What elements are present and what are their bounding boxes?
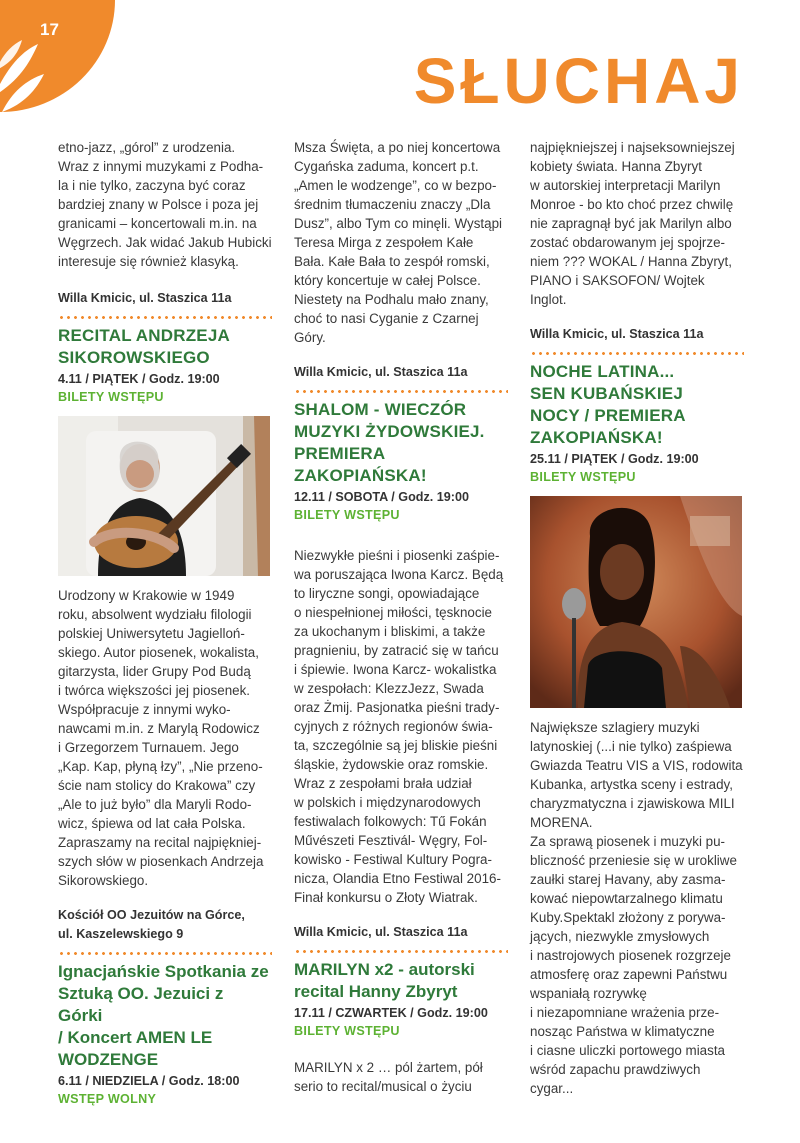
intro-text: najpiękniejszej i najseksowniejszej kobiety świata. Hanna Zbyryt w autorskiej interpretacji Marilyn Monroe - bo kto choć przez chwilę nie zapragnął być jak Marilyn albo zostać obdarowanym jej spojrze- niem ??? WOKAL / Hanna Zbyryt, PIANO i SAKSOFON/ Wojtek Inglot. [530,140,735,307]
tickets-label[interactable]: BILETY WSTĘPU [294,508,400,522]
event-date: 25.11 / PIĄTEK / Godz. 19:00 [530,452,699,466]
event-venue: Willa Kmicic, ul. Staszica 11a [294,925,468,939]
event-date: 4.11 / PIĄTEK / Godz. 19:00 [58,372,220,386]
event-description: Urodzony w Krakowie w 1949 roku, absolwent wydziału filologii polskiej Uniwersytetu Jagielloń- skiego. Autor piosenek, wokalista, gitarzysta, lider Grupy Pod Budą i twórca większości jej piosenek. Współpracuje z innymi wyko- nawcami m.in. z Marylą Rodowicz i Grzegorzem Turnauem. Jego „Kap. Kap, płyną łzy”, „Nie przeno- ście nam stolicy do Krakowa” czy „Ale to już było” dla Maryli Rodo- wicz, śpiewa od lat cała Polska. Zapraszamy na recital najpiękniej- szych słów w piosenkach Andrzeja Sikorowskiego. [58,588,264,888]
event-date: 12.11 / SOBOTA / Godz. 19:00 [294,490,469,504]
dotted-divider [294,950,508,953]
dotted-divider [58,952,272,955]
column-3 [530,138,744,1098]
event-title: SHALOM - WIECZÓR MUZYKI ŻYDOWSKIEJ. PREMIERA ZAKOPIAŃSKA! [294,400,485,485]
event-description: Największe szlagiery muzyki latynoskiej (...i nie tylko) zaśpiewa Gwiazda Teatru VIS a VIS, rodowita Kubanka, artystka sceny i estrady, charyzmatyczna i zjawiskowa MILI MORENA. Za sprawą piosenek i muzyki pu- bliczność przeniesie się w urokliwe zaułki starej Havany, aby zasma- kować niepowtarzalnego klimatu Kuby.Spektakl złożony z porywa- jących, niezwykle zmysłowych i nastrojowych piosenek rozgrzeje atmosferę oraz zapewni Państwu wspaniałą rozrywkę i niezapomniane wrażenia prze- nosząc Państwa w klimatyczne i ciasne uliczki portowego miasta wśród zapachu prawdziwych cygar... [530,720,743,1096]
intro-text: Msza Święta, a po niej koncertowa Cygańska zaduma, koncert p.t. „Amen le wodzenge”, co w bezpo- średnim tłumaczeniu znaczy „Dla Dusz”, albo Tym co minęli. Wystąpi Teresa Mirga z zespołem Kałe Bała. Kałe Bała to zespół romski, który koncertuje w całej Polsce. Niestety na Podhalu mało znany, choć to nasi Cyganie z Czarnej Góry. [294,140,502,345]
column-1 [58,138,272,1108]
event-date: 17.11 / CZWARTEK / Godz. 19:00 [294,1006,488,1020]
page-corner-badge [0,0,115,112]
dotted-divider [294,390,508,393]
dotted-divider [58,316,272,319]
event-title: Ignacjańskie Spotkania ze Sztuką OO. Jezuici z Górki / Koncert AMEN LE WODZENGE [58,962,269,1069]
tickets-label[interactable]: WSTĘP WOLNY [58,1092,157,1106]
leaf-icon [0,0,115,112]
guitarist-photo [58,416,270,576]
event-description: MARILYN x 2 … pól żartem, pół serio to recital/musical o życiu [294,1060,483,1094]
event-venue: Willa Kmicic, ul. Staszica 11a [530,327,704,341]
intro-text: etno-jazz, „górol” z urodzenia. Wraz z innymi muzykami z Podha- la i nie tylko, zaczyna być coraz bardziej znany w Polsce i poza jej granicami – koncertowali m.in. na Węgrzech. Jak widać Jakub Hubicki interesuje się również klasyką. [58,140,272,269]
column-2 [294,138,508,1096]
event-title: MARILYN x2 - autorski recital Hanny Zbyryt [294,960,475,1001]
dotted-divider [530,352,744,355]
singer-photo [530,496,742,708]
event-venue: Willa Kmicic, ul. Staszica 11a [294,365,468,379]
event-date: 6.11 / NIEDZIELA / Godz. 18:00 [58,1074,240,1088]
page-number: 17 [40,20,59,39]
event-title: RECITAL ANDRZEJA SIKOROWSKIEGO [58,326,230,367]
event-description: Niezwykłe pieśni i piosenki zaśpie- wa poruszająca Iwona Karcz. Będą to liryczne songi, opowiadające o niespełnionej miłości, tęsknocie za ukochanym i bliskimi, a także pragnieniu, by zatracić się w tańcu i śpiewie. Iwona Karcz- wokalistka w zespołach: KlezzJezz, Swada oraz Żmij. Pasjonatka pieśni trady- cyjnych z różnych regionów świa- ta, szczególnie są jej bliskie pieśni śląskie, żydowskie oraz romskie. Wraz z zespołami brała udział w polskich i międzynarodowych festiwalach folkowych: Tű Fokán Művészeti Fesztivál- Węgry, Fol- kowisko - Festiwal Kultury Pogra- nicza, Olandia Etno Festiwal 2016- Finał konkursu o Złoty Wiatrak. [294,548,504,905]
tickets-label[interactable]: BILETY WSTĘPU [294,1024,400,1038]
tickets-label[interactable]: BILETY WSTĘPU [58,390,164,404]
event-venue: Kościół OO Jezuitów na Górce, ul. Kaszelewskiego 9 [58,908,245,941]
tickets-label[interactable]: BILETY WSTĘPU [530,470,636,484]
section-title: SŁUCHAJ [413,45,744,117]
event-title: NOCHE LATINA... SEN KUBAŃSKIEJ NOCY / PREMIERA ZAKOPIAŃSKA! [530,362,686,447]
event-venue: Willa Kmicic, ul. Staszica 11a [58,291,232,305]
